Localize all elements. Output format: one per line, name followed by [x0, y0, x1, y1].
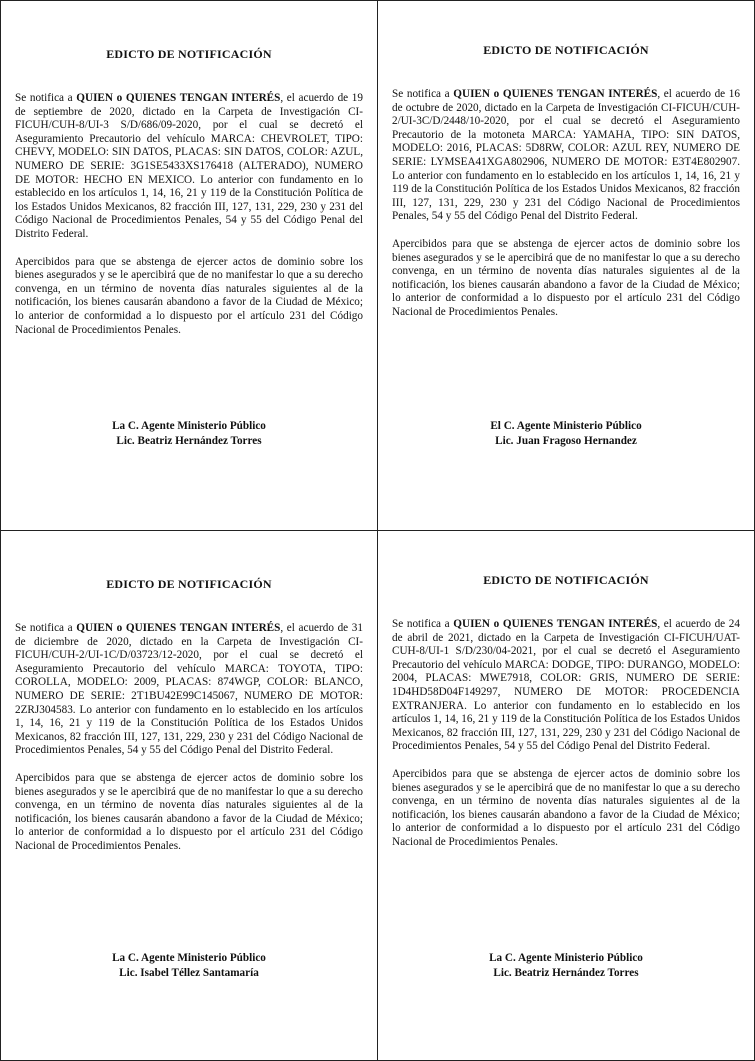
notice-title: EDICTO DE NOTIFICACIÓN	[483, 43, 649, 57]
notice-text: , el acuerdo de 16 de octubre de 2020, dictado en la Carpeta de Investigación CI-FICUH/CUH-2/UI-3C/D/2448/10-2020, por el cual se decretó el Aseguramiento Precautorio de la motoneta MARCA: YAMAHA, TIPO: SIN DATOS, MODELO: 2016, PLACAS: 5D8RW, COLOR: AZUL REY, NUMERO DE SERIE: LYMSEA41XGA802906, NUMERO DE MOTOR: E3T4E802907. Lo anterior con fundamento en lo establecido en los artículos 1, 14, 16, 21 y 119 de la Constitución Política de los Estados Unidos Mexicanos, 82 fracción III, 127, 131, 229, 230 y 231 del Código Nacional de Procedimientos Penales, 54 y 55 del Código Penal del Distrito Federal.	[392, 88, 740, 223]
notice-text: , el acuerdo de 19 de septiembre de 2020, dictado en la Carpeta de Investigación CI-FICUH/CUH-8/UI-3 S/D/686/09-2020, por el cual se decretó el Aseguramiento Precautorio del vehículo MARCA: CHEVROLET, TIPO: CHEVY, MODELO: SIN DATOS, PLACAS: SIN DATOS, COLOR: AZUL, NUMERO DE SERIE: 3G1SE5433XS176418 (ALTERADO), NUMERO DE MOTOR: HECHO EN MEXICO. Lo anterior con fundamento en lo establecido en los artículos 1, 14, 16, 21 y 119 de la Constitución Política de los Estados Unidos Mexicanos, 82 fracción III, 127, 131, 229, 230 y 231 del Código Nacional de Procedimientos Penales, 54 y 55 del Código Penal del Distrito Federal.	[15, 92, 363, 240]
notice-warning: Apercibidos para que se abstenga de ejercer actos de dominio sobre los bienes asegurados y se le apercibirá que de no manifestar lo que a su derecho convenga, en un término de noventa días naturales siguientes al de la notificación, los bienes causarán abandono a favor de la Ciudad de México; lo anterior de conformidad a lo dispuesto por el artículo 231 del Código Nacional de Procedimientos Penales.	[15, 255, 363, 336]
notice-lead: Se notifica a	[15, 92, 77, 104]
notice-bottom-left	[0, 530, 378, 1061]
notice-title: EDICTO DE NOTIFICACIÓN	[106, 577, 272, 591]
notice-body	[15, 92, 363, 242]
notice-body	[392, 618, 740, 754]
notice-lead: Se notifica a	[392, 88, 454, 100]
signer-name: Lic. Beatriz Hernández Torres	[116, 435, 262, 447]
notice-body	[392, 88, 740, 224]
notice-addressee: QUIEN o QUIENES TENGAN INTERÉS	[76, 622, 281, 634]
notice-body	[15, 622, 363, 758]
notice-title: EDICTO DE NOTIFICACIÓN	[483, 573, 649, 587]
notice-top-left	[0, 0, 378, 531]
notice-addressee: QUIEN o QUIENES TENGAN INTERÉS	[453, 88, 658, 100]
notice-bottom-right	[377, 530, 755, 1061]
notice-lead: Se notifica a	[392, 618, 454, 630]
notice-addressee: QUIEN o QUIENES TENGAN INTERÉS	[76, 92, 281, 104]
notice-addressee: QUIEN o QUIENES TENGAN INTERÉS	[453, 618, 658, 630]
notice-top-right	[377, 0, 755, 531]
notice-warning: Apercibidos para que se abstenga de ejercer actos de dominio sobre los bienes asegurados y se le apercibirá que de no manifestar lo que a su derecho convenga, en un término de noventa días naturales siguientes al de la notificación, los bienes causarán abandono a favor de la Ciudad de México; lo anterior de conformidad a lo dispuesto por el artículo 231 del Código Nacional de Procedimientos Penales.	[15, 771, 363, 852]
notice-lead: Se notifica a	[15, 622, 77, 634]
signer-role: La C. Agente Ministerio Público	[112, 420, 266, 432]
notice-text: , el acuerdo de 31 de diciembre de 2020, dictado en la Carpeta de Investigación CI-FICUH/CUH-2/UI-1C/D/03723/12-2020, por el cual se decretó el Aseguramiento Precautorio del vehículo MARCA: TOYOTA, TIPO: COROLLA, MODELO: 2009, PLACAS: 874WGP, COLOR: BLANCO, NUMERO DE SERIE: 2T1BU42E99C145067, NUMERO DE MOTOR: 2ZRJ304583. Lo anterior con fundamento en lo establecido en los artículos 1, 14, 16, 21 y 119 de la Constitución Política de los Estados Unidos Mexicanos, 82 fracción III, 127, 131, 229, 230 y 231 del Código Nacional de Procedimientos Penales, 54 y 55 del Código Penal del Distrito Federal.	[15, 622, 363, 757]
notice-text: , el acuerdo de 24 de abril de 2021, dictado en la Carpeta de Investigación CI-FICUH/UAT-CUH-8/UI-1 S/D/230/04-2021, por el cual se decretó el Aseguramiento Precautorio del vehículo MARCA: DODGE, TIPO: DURANGO, MODELO: 2004, PLACAS: MWE7918, COLOR: GRIS, NUMERO DE SERIE: 1D4HD58D04F149297, NUMERO DE MOTOR: PROCEDENCIA EXTRANJERA. Lo anterior con fundamento en lo establecido en los artículos 1, 14, 16, 21 y 119 de la Constitución Política de los Estados Unidos Mexicanos, 82 fracción III, 127, 131, 229, 230 y 231 del Código Nacional de Procedimientos Penales, 54 y 55 del Código Penal del Distrito Federal.	[392, 618, 740, 753]
signer-name: Lic. Beatriz Hernández Torres	[493, 967, 639, 979]
signature-block	[1, 419, 377, 449]
notice-warning: Apercibidos para que se abstenga de ejercer actos de dominio sobre los bienes asegurados y se le apercibirá que de no manifestar lo que a su derecho convenga, en un término de noventa días naturales siguientes al de la notificación, los bienes causarán abandono a favor de la Ciudad de México; lo anterior de conformidad a lo dispuesto por el artículo 231 del Código Nacional de Procedimientos Penales.	[392, 767, 740, 848]
signature-block	[378, 951, 754, 981]
signer-name: Lic. Juan Fragoso Hernandez	[495, 435, 637, 447]
signer-name: Lic. Isabel Téllez Santamaría	[119, 967, 259, 979]
signature-block	[378, 419, 754, 449]
notice-title: EDICTO DE NOTIFICACIÓN	[106, 47, 272, 61]
notice-warning: Apercibidos para que se abstenga de ejercer actos de dominio sobre los bienes asegurados y se le apercibirá que de no manifestar lo que a su derecho convenga, en un término de noventa días naturales siguientes al de la notificación, los bienes causarán abandono a favor de la Ciudad de México; lo anterior de conformidad a lo dispuesto por el artículo 231 del Código Nacional de Procedimientos Penales.	[392, 237, 740, 318]
signature-block	[1, 951, 377, 981]
signer-role: La C. Agente Ministerio Público	[112, 952, 266, 964]
signer-role: La C. Agente Ministerio Público	[489, 952, 643, 964]
signer-role: El C. Agente Ministerio Público	[490, 420, 642, 432]
